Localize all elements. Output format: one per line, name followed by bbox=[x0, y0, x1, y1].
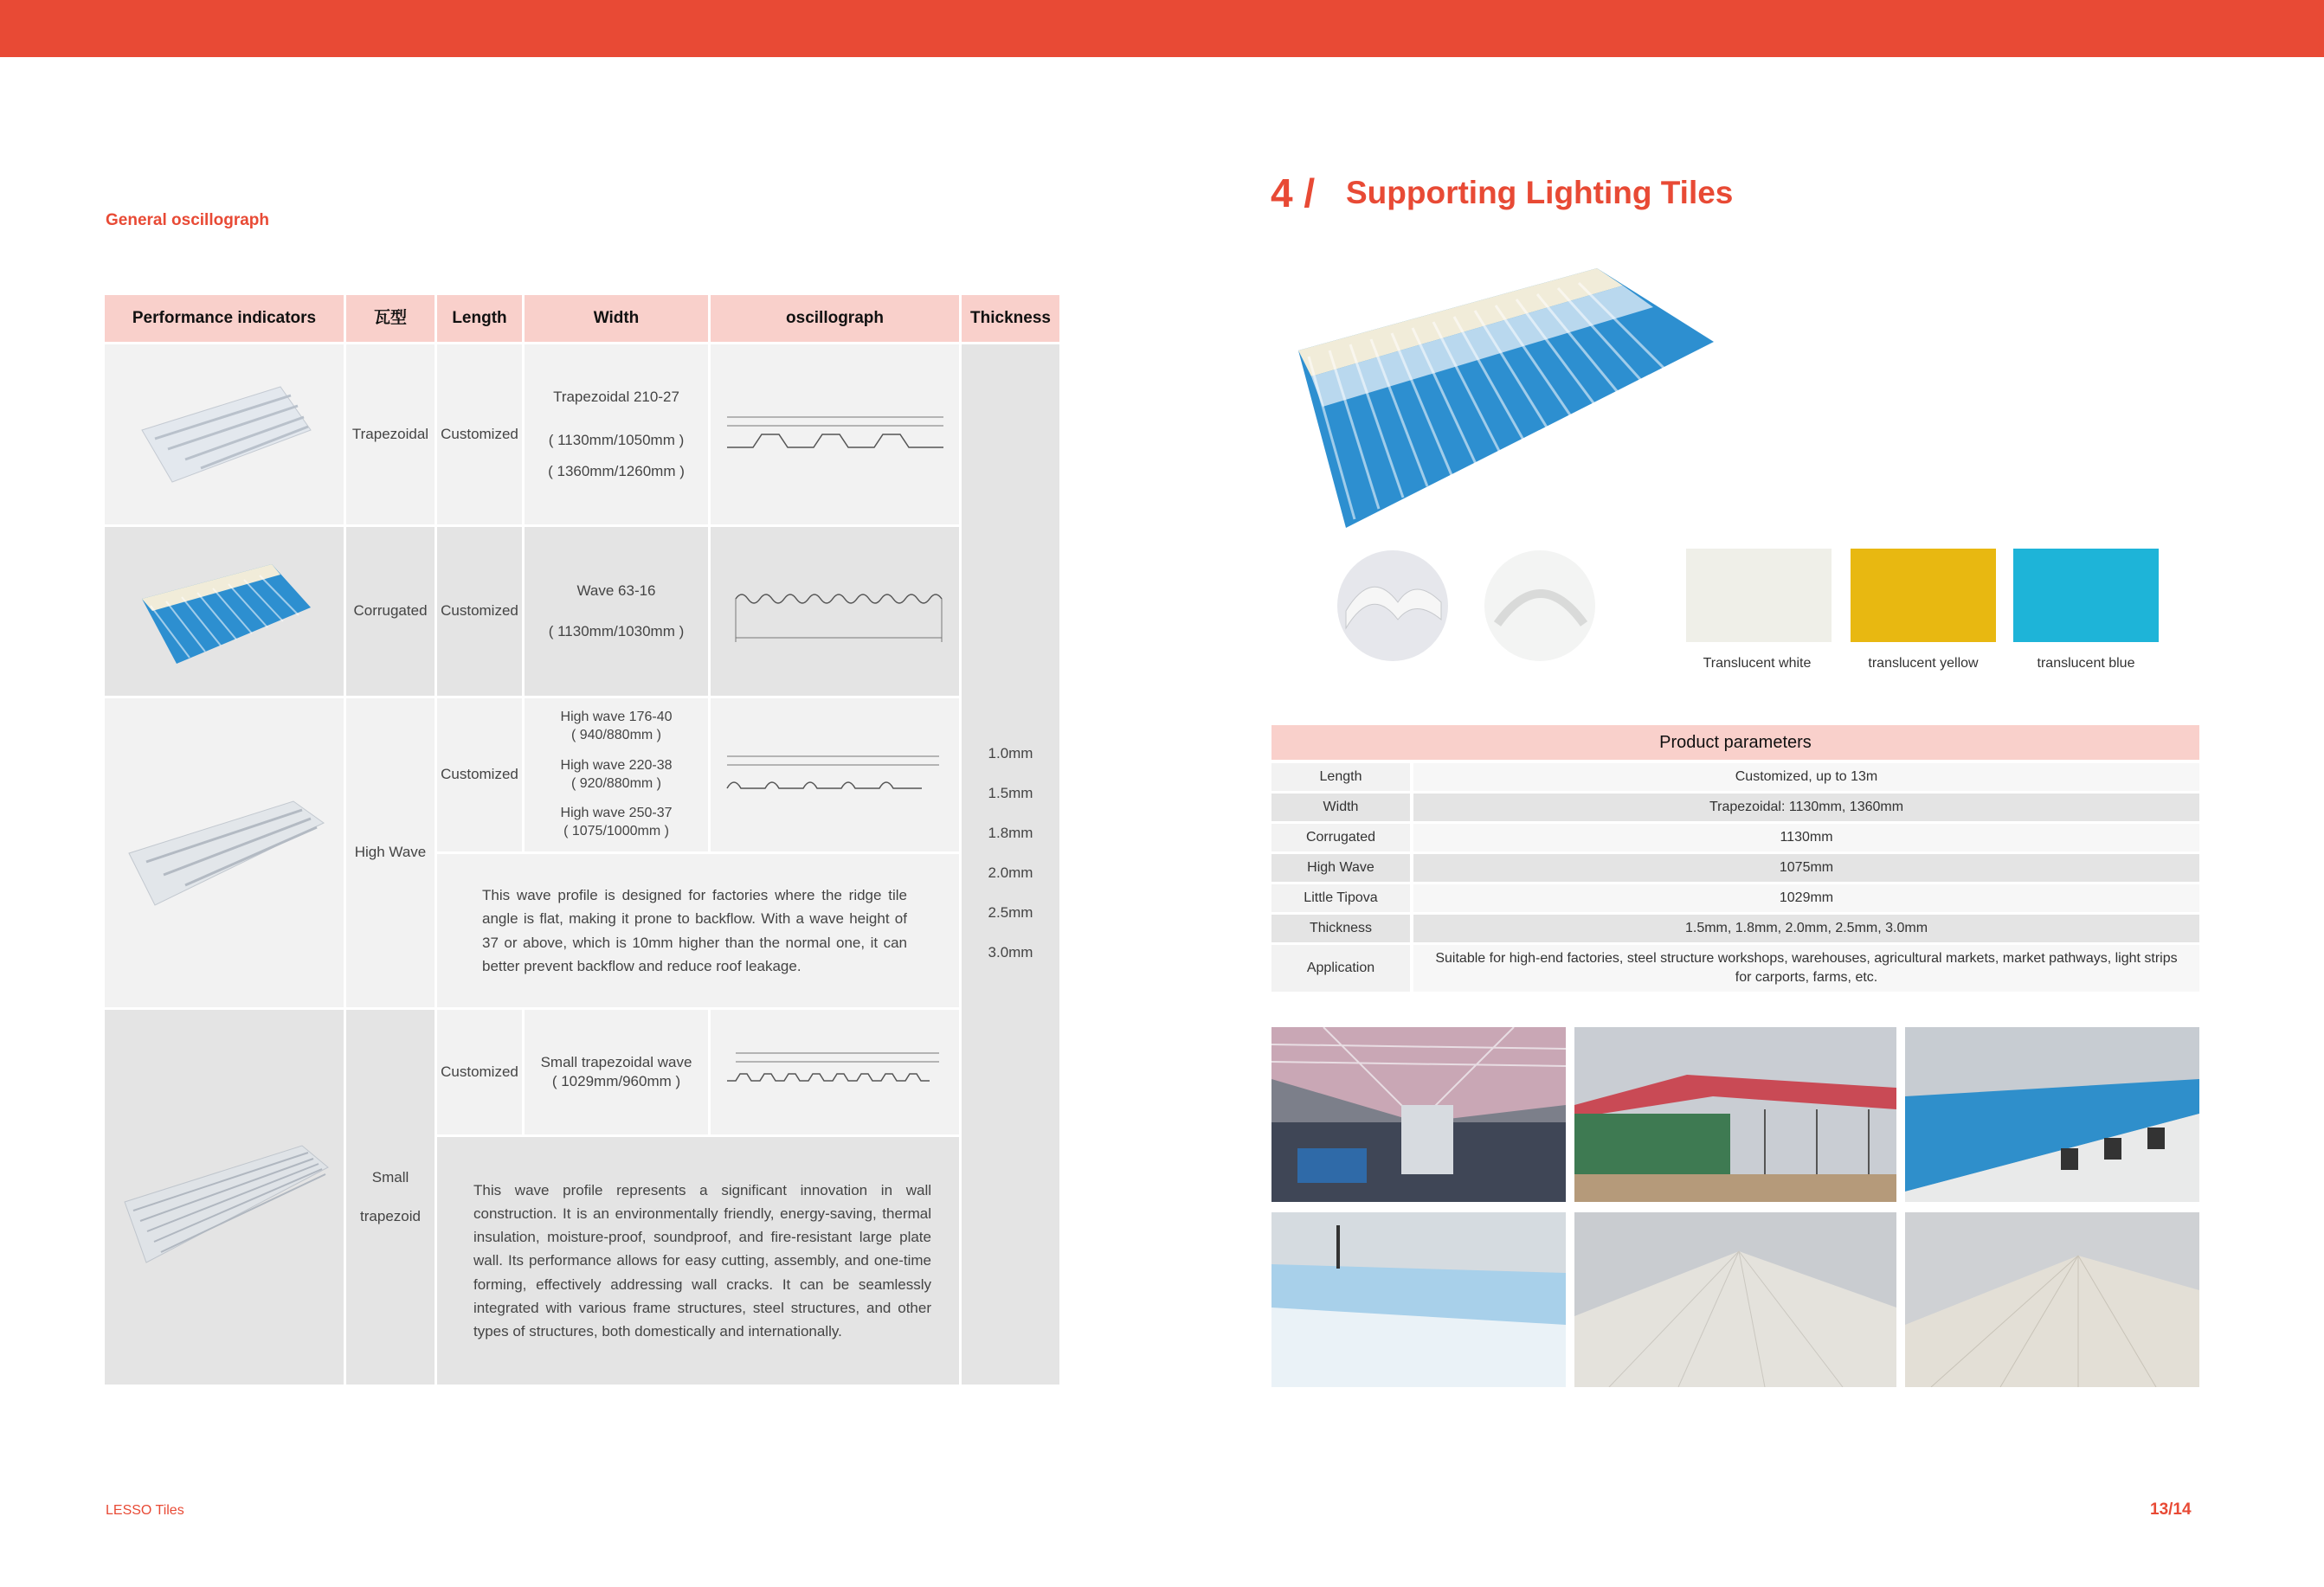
tile-image-high-wave bbox=[105, 698, 344, 1007]
type-high-wave: High Wave bbox=[346, 698, 435, 1007]
param-key: Little Tipova bbox=[1271, 884, 1410, 912]
param-value: Suitable for high-end factories, steel structure workshops, warehouses, agricultural markets, market pathways, light strips for carports, farms, etc. bbox=[1413, 945, 2199, 992]
green-shed-photo bbox=[1574, 1027, 1896, 1202]
page-number: 13/14 bbox=[2150, 1500, 2192, 1519]
small-trapezoid-note: This wave profile represents a significant innovation in wall construction. It is an environmentally friendly, energy-saving, thermal insulation, moisture-proof, soundproof, and fire-resistant large plate wall. Its performance allows for easy cutting, assembly, and one-time forming, effectively addressing wall cracks. It can be seamlessly integrated with various frame structures, steel structures, and other types of structures, both domestically and internationally. bbox=[437, 1137, 959, 1385]
width-line: Trapezoidal 210-27 bbox=[553, 388, 679, 405]
length-small-trapezoid: Customized bbox=[437, 1010, 522, 1134]
param-key: Length bbox=[1271, 763, 1410, 791]
width-small-trapezoid bbox=[525, 1010, 708, 1134]
application-photo-factory-interior bbox=[1271, 1027, 1566, 1202]
length-corrugated: Customized bbox=[437, 527, 522, 696]
top-accent-bar bbox=[0, 0, 2324, 57]
roof-blue-white-photo bbox=[1271, 1212, 1566, 1387]
thickness-value: 3.0mm bbox=[988, 944, 1033, 961]
product-parameters-title: Product parameters bbox=[1271, 725, 2199, 760]
param-key: High Wave bbox=[1271, 854, 1410, 882]
thickness-value: 2.0mm bbox=[988, 864, 1033, 882]
page-title: Supporting Lighting Tiles bbox=[1346, 175, 1734, 210]
section-number: 4 / bbox=[1271, 170, 1316, 215]
high-wave-tile-image bbox=[116, 788, 332, 918]
white-roof-photo bbox=[1574, 1212, 1896, 1387]
type-small-trapezoid bbox=[346, 1010, 435, 1385]
param-row bbox=[1271, 794, 2199, 821]
param-key: Application bbox=[1271, 945, 1410, 992]
width-line: High wave 220-38 bbox=[560, 757, 673, 773]
width-line: ( 1130mm/1050mm ) bbox=[548, 431, 685, 448]
width-line: Small trapezoidal wave bbox=[540, 1053, 692, 1070]
width-corrugated bbox=[525, 527, 708, 696]
param-key: Width bbox=[1271, 794, 1410, 821]
width-line: ( 940/880mm ) bbox=[570, 727, 662, 742]
thickness-value: 1.8mm bbox=[988, 825, 1033, 842]
large-roof-photo bbox=[1905, 1212, 2199, 1387]
param-value: 1130mm bbox=[1413, 824, 2199, 851]
tile-image-trapezoidal bbox=[105, 344, 344, 524]
param-value: 1.5mm, 1.8mm, 2.0mm, 2.5mm, 3.0mm bbox=[1413, 915, 2199, 942]
type-line: Small bbox=[371, 1169, 409, 1186]
type-line: trapezoid bbox=[360, 1207, 421, 1224]
oscillograph-trapezoidal bbox=[711, 344, 959, 524]
section-label: General oscillograph bbox=[106, 211, 269, 229]
small-trapezoid-profile-diagram bbox=[718, 1038, 952, 1107]
width-line: High wave 250-37 bbox=[560, 806, 673, 821]
oscillograph-small-trapezoid bbox=[711, 1010, 959, 1134]
tile-image-small-trapezoid bbox=[105, 1010, 344, 1385]
param-value: Customized, up to 13m bbox=[1413, 763, 2199, 791]
swatch-label: Translucent white bbox=[1703, 656, 1812, 671]
main-tile-image bbox=[1290, 260, 1740, 536]
param-key: Thickness bbox=[1271, 915, 1410, 942]
header-length: Length bbox=[437, 295, 522, 342]
corrugated-profile-diagram bbox=[718, 573, 952, 651]
param-key: Corrugated bbox=[1271, 824, 1410, 851]
thickness-value: 1.5mm bbox=[988, 785, 1033, 802]
width-trapezoidal bbox=[525, 344, 708, 524]
param-row bbox=[1271, 763, 2199, 791]
application-photo-roof-blue-white bbox=[1271, 1212, 1566, 1387]
profile-sample-circle bbox=[1337, 550, 1448, 661]
param-value: Trapezoidal: 1130mm, 1360mm bbox=[1413, 794, 2199, 821]
thickness-value: 2.5mm bbox=[988, 904, 1033, 922]
width-high-wave bbox=[525, 698, 708, 851]
factory-interior-photo bbox=[1271, 1027, 1566, 1202]
length-trapezoidal: Customized bbox=[437, 344, 522, 524]
tile-image-corrugated bbox=[105, 527, 344, 696]
small-trapezoid-tile-image bbox=[116, 1124, 332, 1271]
width-line: ( 1075/1000mm ) bbox=[563, 824, 669, 839]
trapezoidal-tile-image bbox=[125, 369, 324, 499]
swatch-label: translucent blue bbox=[2037, 656, 2135, 671]
width-line: ( 920/880mm ) bbox=[570, 775, 662, 791]
thickness-value: 1.0mm bbox=[988, 745, 1033, 761]
blue-roof-photo bbox=[1905, 1027, 2199, 1202]
param-row bbox=[1271, 915, 2199, 942]
oscillograph-high-wave bbox=[711, 698, 959, 851]
param-row bbox=[1271, 854, 2199, 882]
header-thickness: Thickness bbox=[962, 295, 1059, 342]
high-wave-profile-diagram bbox=[718, 741, 952, 810]
header-performance: Performance indicators bbox=[105, 295, 344, 342]
param-value: 1075mm bbox=[1413, 854, 2199, 882]
swatch-translucent-white bbox=[1686, 549, 1832, 642]
param-row bbox=[1271, 824, 2199, 851]
type-trapezoidal: Trapezoidal bbox=[346, 344, 435, 524]
param-row bbox=[1271, 884, 2199, 912]
swatch-label: translucent yellow bbox=[1868, 656, 1979, 671]
width-line: ( 1029mm/960mm ) bbox=[551, 1073, 681, 1089]
footer-brand: LESSO Tiles bbox=[106, 1503, 184, 1518]
application-photo-large-roof bbox=[1905, 1212, 2199, 1387]
swatch-translucent-blue bbox=[2013, 549, 2159, 642]
width-line: Wave 63-16 bbox=[576, 582, 656, 600]
length-high-wave: Customized bbox=[437, 698, 522, 851]
width-line: ( 1130mm/1030mm ) bbox=[548, 622, 685, 639]
oscillograph-corrugated bbox=[711, 527, 959, 696]
application-photo-white-roof bbox=[1574, 1212, 1896, 1387]
param-row bbox=[1271, 945, 2199, 992]
type-corrugated: Corrugated bbox=[346, 527, 435, 696]
profile-sample-circle bbox=[1484, 550, 1595, 661]
high-wave-note: This wave profile is designed for factories where the ridge tile angle is flat, making it prone to backflow. With a wave height of 37 or above, which is 10mm higher than the normal one, it can better prevent backflow and reduce roof leakage. bbox=[437, 854, 959, 1007]
header-type: 瓦型 bbox=[346, 295, 435, 342]
header-oscillograph: oscillograph bbox=[711, 295, 959, 342]
param-value: 1029mm bbox=[1413, 884, 2199, 912]
profile-sample-drawing bbox=[1337, 550, 1448, 661]
application-photo-blue-roof bbox=[1905, 1027, 2199, 1202]
width-line: High wave 176-40 bbox=[560, 710, 673, 725]
thickness-column bbox=[962, 344, 1059, 1385]
width-line: ( 1360mm/1260mm ) bbox=[548, 463, 685, 480]
header-width: Width bbox=[525, 295, 708, 342]
swatch-translucent-yellow bbox=[1851, 549, 1996, 642]
application-photo-green-shed bbox=[1574, 1027, 1896, 1202]
corrugated-tile-image bbox=[125, 547, 324, 677]
profile-sample-drawing bbox=[1484, 550, 1595, 661]
trapezoidal-profile-diagram bbox=[718, 400, 952, 469]
